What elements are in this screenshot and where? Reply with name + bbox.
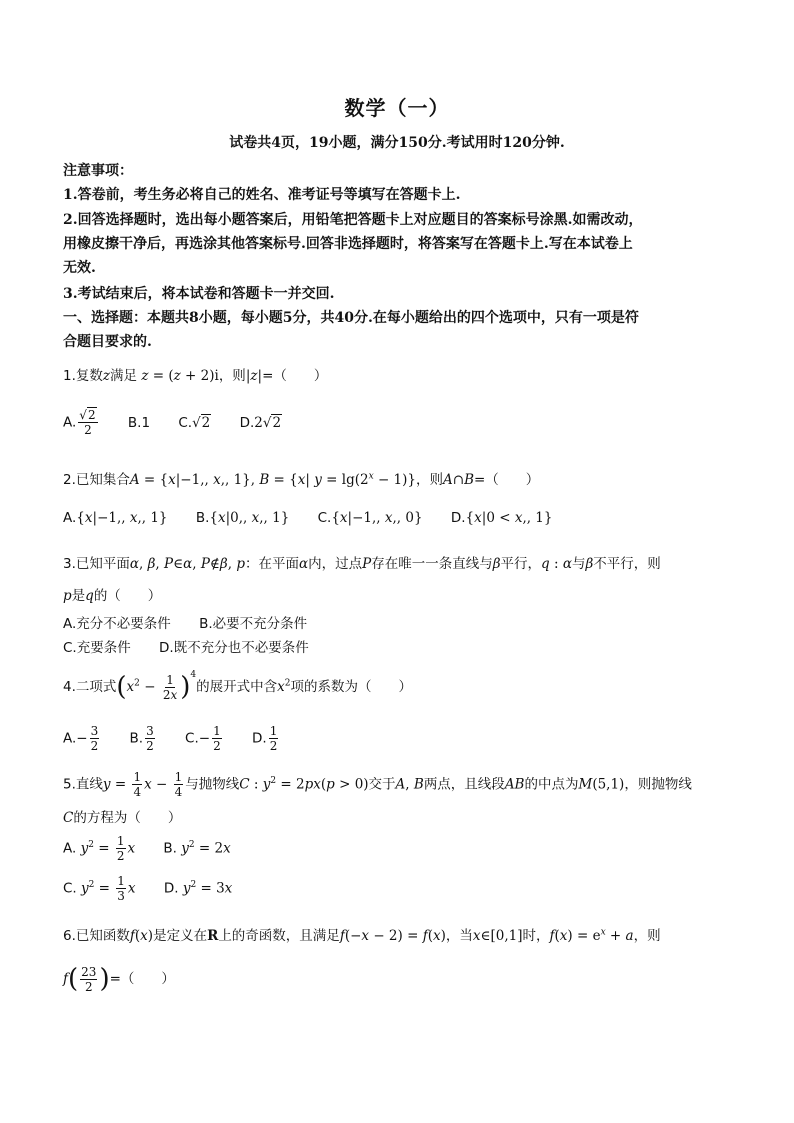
question-3-options-row-2: [63, 636, 333, 656]
question-5-options-row-1: [63, 834, 255, 863]
note-item-2-line-3: 无效.: [63, 260, 96, 276]
question-3-options-row-1: [63, 612, 331, 632]
question-6-stem-line-1: 6.已知函数f(x)是定义在R上的奇函数，且满足f(−x − 2) = f(x)，当x∈[0,1]时，$f(x) = e^x + a$，则: [63, 927, 661, 944]
question-3-stem-line-2: p是q的（ ）: [63, 588, 162, 604]
note-item-1: 1.答卷前，考生务必将自己的姓名、准考证号等填写在答题卡上.: [63, 187, 461, 203]
option-d[interactable]: D.既不充分也不必要条件: [159, 640, 309, 656]
option-a[interactable]: A. $\frac{√2}{2}$: [63, 408, 96, 437]
option-a[interactable]: A. $y^2$ = $\frac{1}{2}$ x: [63, 834, 136, 863]
option-c[interactable]: C.充要条件: [63, 640, 131, 656]
option-b[interactable]: B.1: [127, 414, 151, 431]
question-2-stem: 2.已知集合A = {x|−1,, x,, 1}, B = {x| $y = \lg(2^x - 1)$}，则A∩B=（ ）: [63, 471, 540, 488]
note-item-3: 3.考试结束后，将本试卷和答题卡一并交回.: [63, 286, 335, 302]
option-c[interactable]: C.− $\frac{1}{2}$: [185, 724, 221, 753]
notes-heading: 注意事项：: [63, 163, 133, 179]
option-c[interactable]: C.{x|−1,, x,, 0}: [317, 510, 423, 526]
question-3-stem-line-1: 3.已知平面α, β, P∈α, P∉β, p：在平面α内，过点P存在唯一一条直线与β平行，q : α与β不平行，则: [63, 556, 661, 572]
section-1-heading-line-1: 一、选择题：本题共8小题，每小题5分，共40分.在每小题给出的四个选项中，只有一项是符: [63, 310, 639, 326]
question-5-stem-line-2: C的方程为（ ）: [63, 810, 182, 826]
option-d[interactable]: D.2√2: [239, 414, 282, 431]
question-5-options-row-2: [63, 874, 256, 903]
note-item-2-line-1: 2.回答选择题时，选出每小题答案后，用铅笔把答题卡上对应题目的答案标号涂黑.如需改动，: [63, 212, 643, 228]
question-6-stem-line-2: f( $\frac{23}{2}$ )=（ ）: [63, 964, 175, 994]
option-c[interactable]: C.√2: [178, 414, 211, 431]
option-a[interactable]: A.充分不必要条件: [63, 616, 171, 632]
option-a[interactable]: A.− $\frac{3}{2}$: [63, 724, 99, 753]
page-subtitle: 试卷共4页，19小题，满分150分.考试用时120分钟.: [229, 135, 565, 151]
question-2-options: [63, 510, 577, 526]
option-c[interactable]: C. $y^2$ = $\frac{1}{3}$ x: [63, 874, 136, 903]
option-d[interactable]: D. $y^2 = 3x$: [163, 880, 233, 897]
option-b[interactable]: B.必要不充分条件: [199, 616, 308, 632]
option-d[interactable]: D.{x|0 < x,, 1}: [450, 510, 553, 526]
option-b[interactable]: B. $\frac{3}{2}$: [129, 724, 154, 753]
question-5-stem-line-1: 5.直线y = $\frac{1}{4}$ x − $\frac{1}{4}$ 与抛物线C : $y^2 = 2px(p > 0)$交于A, B两点，且线段AB的中点为M(5,1)，则抛物线: [63, 770, 692, 799]
option-b[interactable]: B. $y^2 = 2x$: [163, 840, 231, 857]
option-a[interactable]: A.{x|−1,, x,, 1}: [63, 510, 168, 526]
question-1-options: [63, 408, 306, 437]
question-4-stem: 4.二项式($x^2$ − $\frac{1}{2x}$ )$^4$的展开式中含$x^2$项的系数为（ ）: [63, 670, 412, 702]
option-d[interactable]: D. $\frac{1}{2}$: [252, 724, 278, 753]
note-item-2-line-2: 用橡皮擦干净后，再选涂其他答案标号.回答非选择题时，将答案写在答题卡上.写在本试卷上: [63, 236, 633, 252]
question-1-stem: 1.复数z满足 z = (z + 2)i，则|z|=（ ）: [63, 368, 328, 384]
question-4-options: [63, 724, 304, 753]
section-1-heading-line-2: 合题目要求的.: [63, 334, 152, 350]
option-b[interactable]: B.{x|0,, x,, 1}: [195, 510, 290, 526]
page-title: 数学（一）: [344, 96, 450, 120]
